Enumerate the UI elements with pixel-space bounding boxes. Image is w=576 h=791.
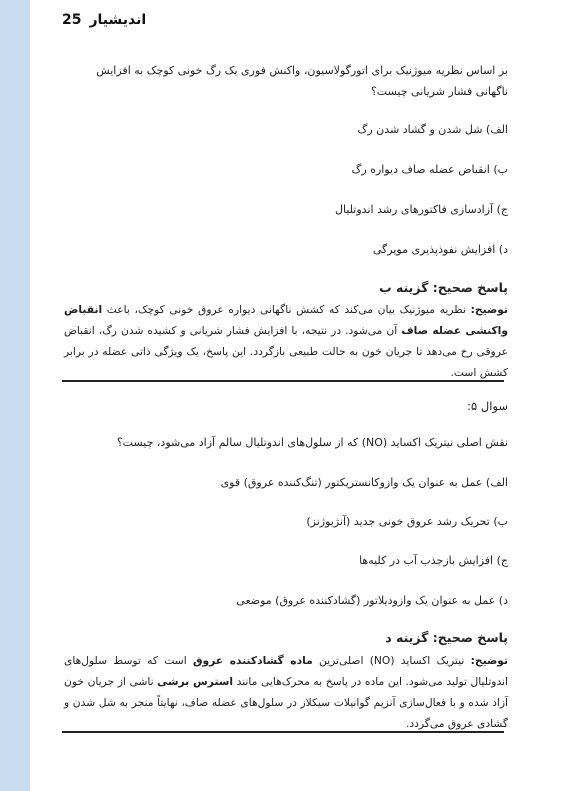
q5-option-a: الف) عمل به عنوان یک وازوکانستریکتور (تنگ‌کننده عروق) قوی <box>220 476 508 489</box>
q4-option-b: ب) انقباض عضله صاف دیواره رگ <box>351 163 508 176</box>
q5-explanation-text-3: ناشی از جریان خون آزاد شده و با فعال‌سازی آنزیم گوانیلات سیکلاز در سلول‌های عضله صاف، نهایتاً منجر به شل شدن و گشادی عروق می‌گردد. <box>64 675 508 730</box>
q4-explanation-text-1: نظریه میوژنیک بیان می‌کند که کشش ناگهانی دیواره عروق خونی کوچک، باعث <box>102 303 471 316</box>
q5-answer-title: پاسخ صحیح: گزینه د <box>385 630 508 645</box>
section-divider-2 <box>62 731 504 733</box>
question-5-text: نقش اصلی نیتریک اکساید (NO) که از سلول‌های اندوتلیال سالم آزاد می‌شود، چیست؟ <box>116 436 508 449</box>
q5-explanation <box>64 650 508 734</box>
question-5-number: سوال ۵: <box>467 399 508 413</box>
q4-answer-title: پاسخ صحیح: گزینه ب <box>379 280 508 295</box>
q5-option-c: ج) افزایش بازجذب آب در کلیه‌ها <box>359 554 508 567</box>
q4-explanation-bold-1: انقباض واکنشی عضله صاف <box>64 303 508 337</box>
page-number: 25 <box>62 12 82 28</box>
q5-explanation-bold-2: استرس برشی <box>157 675 233 688</box>
q4-explanation-label: توضیح: <box>470 303 508 316</box>
q4-option-c: ج) آزادسازی فاکتورهای رشد اندوتلیال <box>335 203 508 216</box>
q4-explanation-text-2: آن می‌شود. در نتیجه، با افزایش فشار شریانی و کشیده شدن رگ، انقباض عروقی رخ می‌دهد تا جریان خون به حالت طبیعی بازگردد. این پاسخ، یک ویژگی ذاتی عضله در برابر کشش است. <box>64 324 508 379</box>
q5-explanation-bold-1: ماده گشادکننده عروق <box>192 654 313 667</box>
page-header <box>62 12 146 28</box>
document-page <box>30 0 576 791</box>
question-4-text: بر اساس نظریه میوژنیک برای اتورگولاسیون، واکنش فوری یک رگ خونی کوچک به افزایش ناگهانی فشار شریانی چیست؟ <box>96 64 508 98</box>
q4-option-d: د) افزایش نفوذپذیری مویرگی <box>372 243 508 256</box>
q4-explanation <box>64 299 508 383</box>
q4-option-a: الف) شل شدن و گشاد شدن رگ <box>357 123 508 136</box>
q5-explanation-label: توضیح: <box>470 654 509 667</box>
q5-option-b: ب) تحریک رشد عروق خونی جدید (آنژیوژنز) <box>306 515 508 528</box>
q5-option-d: د) عمل به عنوان یک وازودیلاتور (گشادکننده عروق) موضعی <box>236 594 508 607</box>
brand-name: اندیشیار <box>89 12 147 28</box>
left-color-band <box>0 0 30 791</box>
section-divider-1 <box>62 380 504 382</box>
q5-explanation-text-2: است که توسط سلول‌های اندوتلیال تولید می‌شود. این ماده در پاسخ به محرک‌هایی مانند <box>64 654 509 688</box>
q5-explanation-text-1: نیتریک اکساید (NO) اصلی‌ترین <box>312 654 471 667</box>
